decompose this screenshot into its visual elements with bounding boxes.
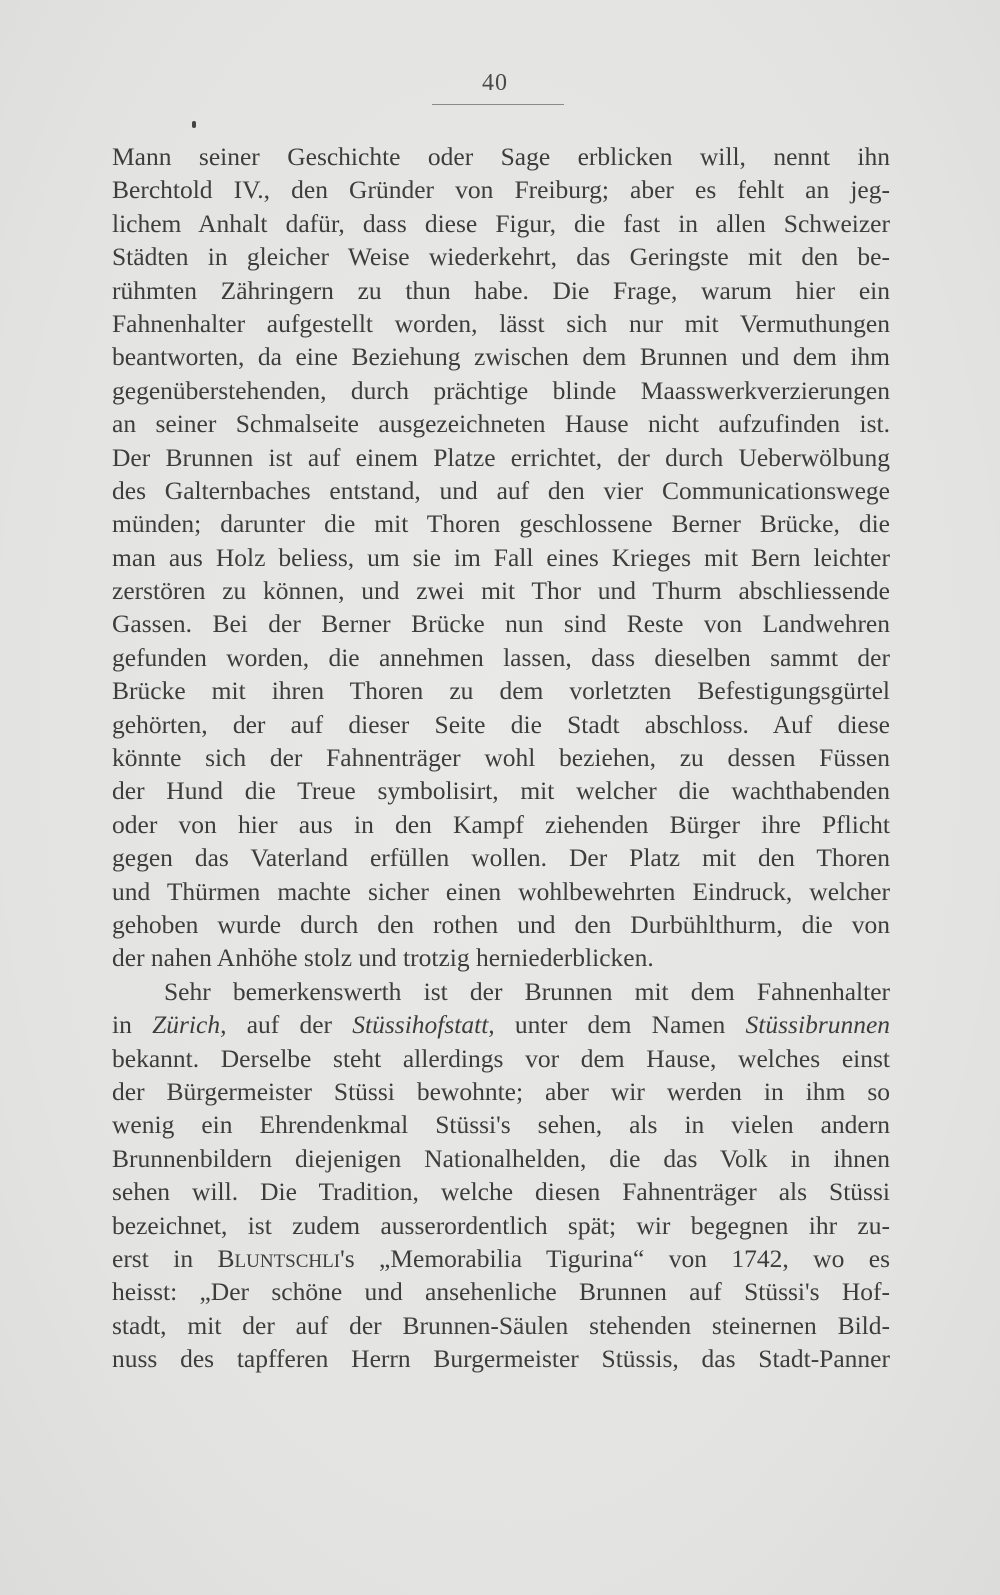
text-line: Mann seiner Geschichte oder Sage erblicken will, nennt ihn [112,142,890,171]
text-line: Brücke mit ihren Thoren zu dem vorletzten Befestigungsgürtel [112,676,890,706]
text-line: an seiner Schmalseite ausgezeichneten Hause nicht aufzufinden ist. [112,409,890,439]
text-line: beantworten, da eine Beziehung zwischen dem Brunnen und dem ihm [112,342,890,372]
text-line-zurich [112,1008,890,1041]
author-initial: B [217,1243,235,1273]
text-line: Gassen. Bei der Berner Brücke nun sind Reste von Landwehren [112,609,890,639]
text-line: gehoben wurde durch den rothen und den Durbühlthurm, die von [112,909,890,939]
text-unter-dem-namen: unter dem Namen [514,1010,726,1040]
author-smallcaps: LUNTSCHLI [234,1250,341,1272]
text-in: in [112,1010,132,1040]
text-auf-der: auf der [246,1010,333,1040]
text-line: des Galternbaches entstand, und auf den vier Communicationswege [112,475,890,505]
text-line: Der Brunnen ist auf einem Platze errichtet, der durch Ueberwölbung [112,442,890,472]
name-stuessibrunnen: Stüssibrunnen [745,1010,890,1040]
text-line: Brunnenbildern diejenigen Nationalhelden, die das Volk in ihnen [112,1143,890,1173]
place-stuessihofstatt: Stüssihofstatt, [352,1010,495,1040]
text-line-bluntschli [112,1242,890,1275]
text-line: könnte sich der Fahnenträger wohl beziehen, zu dessen Füssen [112,743,890,773]
header-rule [432,104,564,105]
text-line: der nahen Anhöhe stolz und trotzig herniederblicken. [112,943,654,973]
text-line: Fahnenhalter aufgestellt worden, lässt sich nur mit Vermuthungen [112,308,890,338]
text-line: gefunden worden, die annehmen lassen, dass dieselben sammt der [112,642,890,672]
ink-speck [192,121,196,128]
text-memorabilia: 's „Memorabilia Tigurina“ von 1742, wo es [340,1243,890,1273]
text-line: nuss des tapfferen Herrn Burgermeister Stüssis, das Stadt-Panner [112,1344,890,1374]
text-line: der Hund die Treue symbolisirt, mit welcher die wachthabenden [112,776,890,806]
page-number: 40 [482,70,508,96]
text-line: zerstören zu können, und zwei mit Thor und Thurm abschliessende [112,576,890,606]
text-line: gegenüberstehenden, durch prächtige blinde Maasswerkverzierungen [112,375,890,405]
text-line: der Bürgermeister Stüssi bewohnte; aber wir werden in ihm so [112,1076,890,1106]
text-line: stadt, mit der auf der Brunnen-Säulen stehenden steinernen Bild- [112,1310,890,1340]
text-line: bekannt. Derselbe steht allerdings vor dem Hause, welches einst [112,1043,890,1073]
text-line: und Thürmen machte sicher einen wohlbewehrten Eindruck, welcher [112,876,890,906]
text-line: gegen das Vaterland erfüllen wollen. Der Platz mit den Thoren [112,843,890,873]
text-line: Berchtold IV., den Gründer von Freiburg; aber es fehlt an jeg- [112,175,890,205]
text-line: gehörten, der auf dieser Seite die Stadt abschloss. Auf diese [112,709,890,739]
body-text [112,140,890,1375]
text-line: rühmten Zähringern zu thun habe. Die Frage, warum hier ein [112,275,890,305]
text-line: heisst: „Der schöne und ansehenliche Brunnen auf Stüssi's Hof- [112,1277,890,1307]
text-line: oder von hier aus in den Kampf ziehenden Bürger ihre Pflicht [112,809,890,839]
text-line: bezeichnet, ist zudem ausserordentlich spät; wir begegnen ihr zu- [112,1210,890,1240]
text-line: sehen will. Die Tradition, welche diesen Fahnenträger als Stüssi [112,1177,890,1207]
text-line: Städten in gleicher Weise wiederkehrt, das Geringste mit den be- [112,242,890,272]
text-line: münden; darunter die mit Thoren geschlossene Berner Brücke, die [112,509,890,539]
place-zurich: Zürich, [152,1010,227,1040]
text-line: lichem Anhalt dafür, dass diese Figur, die fast in allen Schweizer [112,208,890,238]
text-line: man aus Holz beliess, um sie im Fall eines Krieges mit Bern leichter [112,542,890,572]
text-erst-in: erst in [112,1243,218,1273]
text-line: Sehr bemerkenswerth ist der Brunnen mit dem Fahnenhalter [164,976,890,1006]
text-line: wenig ein Ehrendenkmal Stüssi's sehen, als in vielen andern [112,1110,890,1140]
